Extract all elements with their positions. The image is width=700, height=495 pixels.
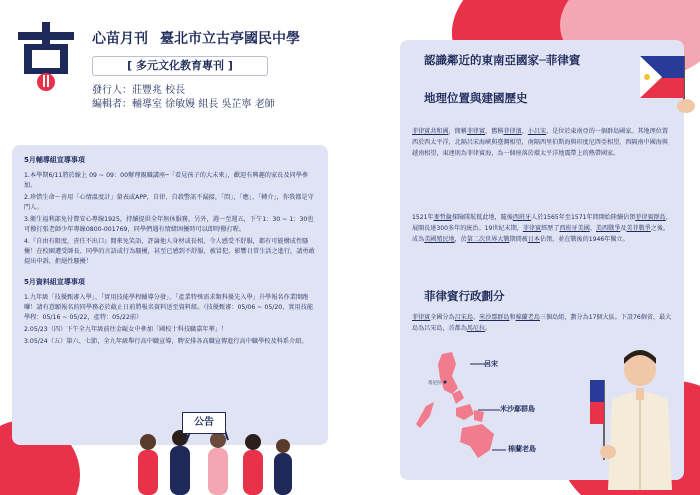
- underlined-term: 菲律賓群島: [635, 214, 666, 221]
- paragraph-text: 佔領，並在戰後的1946年獨立。: [539, 236, 629, 243]
- map-pointer: [492, 448, 506, 452]
- underlined-term: 米沙鄢群島: [479, 314, 510, 321]
- underlined-term: 麥哲倫: [433, 214, 452, 221]
- underlined-term: 菲律賓共和國: [412, 128, 449, 135]
- paragraph-text: 之後，成為: [412, 225, 670, 243]
- history-paragraph: [412, 212, 674, 245]
- divisions-paragraph: [412, 312, 674, 334]
- section-title-guidance: 5月輔導組宣導事項: [24, 156, 85, 164]
- list-item: 4.『自由有限度，責任不出口』閒來免笑語，評論他人身材或長相，令人感受不舒服，都有可能構成性騷擾！在校園遭受師長、同學的言語或行為騷擾，甚至已感到不舒服、被冒犯、影響日常生活之進行，請勇敢提出申訴，拒絕性騷擾！: [24, 238, 315, 265]
- publication-name: 心苗月刊: [92, 31, 148, 47]
- paragraph-text: 人於1565年至1571年間開始陸續佔領: [531, 214, 636, 221]
- list-item: 3.05/24（五）第六、七節，全九年級舉行高中職宣導，聘安排各高職宣傳進行高中職學校及科系介紹。: [24, 338, 308, 345]
- info-list: [24, 293, 316, 347]
- paragraph-text: 、: [589, 225, 596, 232]
- list-item: 1.本學期6/11將於線上 09 ~ 09：00辦理親職講座─「看見孩子的大未來」，歡迎有興趣的家長及同學參加。: [24, 172, 309, 189]
- underlined-term: 菲律賓: [412, 314, 431, 321]
- paragraph-text: 全國分為: [430, 314, 455, 321]
- paragraph-text: 和: [509, 314, 516, 321]
- paragraph-text: 、: [521, 128, 528, 135]
- paragraph-text: 經歷了: [541, 225, 560, 232]
- underlined-term: 菲律賓: [466, 128, 486, 135]
- school-name: 臺北市立古亭國民中學: [160, 31, 300, 47]
- underlined-term: 菲律賓: [522, 225, 542, 232]
- map-label-manila: 馬尼拉: [428, 381, 442, 386]
- paragraph-text: 1521年: [412, 214, 434, 221]
- publisher-line: 發行人：莊豐兆 校長: [92, 85, 186, 96]
- map-label-luzon: 呂宋: [484, 360, 498, 368]
- map-pointer: [478, 408, 500, 412]
- section-title-info: 5月資料組宣導事項: [24, 278, 85, 286]
- paragraph-text: 、: [472, 314, 480, 321]
- map-label-mindanao: 棉蘭老島: [508, 445, 536, 453]
- underlined-term: 小呂宋: [527, 128, 547, 135]
- man-with-flag-illustration: [590, 340, 690, 490]
- underlined-term: 美西戰爭: [595, 225, 621, 232]
- paragraph-text: ，展開長達300多年的統治。19世紀末期，: [412, 214, 672, 232]
- issue-title: [ 多元文化教育專刊 ]: [92, 56, 268, 76]
- list-item: 3.衛生福利部免付費安心專線1925，持續提供全年無休服務，另外，週一至週五，下午1：30 ~ 1：30也可撥打張老師少年專線0800-001769，同學們遇有情緒困擾時可以即時撥打喔。: [24, 216, 314, 233]
- masthead: [92, 28, 300, 48]
- underlined-term: 美菲戰爭: [626, 225, 651, 232]
- underlined-term: 日本: [527, 236, 540, 243]
- guidance-list: [24, 171, 316, 267]
- underlined-term: 西班牙美國: [559, 225, 590, 232]
- map-label-visayas: 米沙鄢群島: [500, 405, 535, 413]
- school-logo-icon: [12, 20, 80, 92]
- announcement-panel: [12, 145, 328, 445]
- article-title: 認識鄰近的東南亞國家─菲律賓: [424, 53, 581, 67]
- paragraph-text: ，簡稱: [448, 128, 467, 135]
- geography-paragraph: [412, 126, 674, 159]
- paragraph-text: ，於: [454, 236, 467, 243]
- paragraph-text: 。: [485, 325, 492, 332]
- list-item: 1.九年級「技優甄審入學」、「實用技能學程輔導分發」、「產業特殊需求類科優先入學」升學報名作業開跑囉！請有意願報名的同學務必於截止日前將報名資料送至資料組。（技優甄審：05/06 ~ 05/20、實用技能學程：05/16 ~ 05/22，產特：05/22前）: [24, 294, 314, 321]
- list-item: 2.珍惜生命～善用「心情溫度計」量表或APP，自律、自殺警訊不漏接，「問」、「應」、「轉介」，你我都是守門人。: [24, 194, 314, 211]
- paragraph-text: ，舊稱: [485, 128, 504, 135]
- notice-sign: 公告: [182, 412, 226, 434]
- paragraph-text: 探險隊航抵此地，隨後: [451, 214, 513, 221]
- editors-line: 編輯者：輔導室 徐敏嫚 組長 吳芷寧 老師: [92, 99, 275, 110]
- underlined-term: 菲律濱: [503, 128, 522, 135]
- paragraph-text: 三個島組，劃分為17個大區。下設76個省，最大島為呂宋島，首都為: [412, 314, 672, 332]
- paragraph-text: ，是位於東南亞的一個群島國家。其地理位置西於西太平洋，北隔呂宋海峽與臺灣相望，南隔西里伯斯海與印度尼西亞相望，西隔南中國海與越南相望，東連則為菲律賓海，為一個座落於環太平洋地震帶上的熱帶國家。: [412, 128, 668, 157]
- underlined-term: 馬尼拉: [466, 325, 486, 332]
- underlined-term: 西班牙: [512, 214, 532, 221]
- section-heading-geography: 地理位置與建國歷史: [424, 91, 528, 105]
- paragraph-text: 及: [620, 225, 627, 232]
- underlined-term: 呂宋島: [454, 314, 473, 321]
- underlined-term: 美國殖民地: [424, 236, 455, 243]
- paragraph-text: 期間被: [509, 236, 528, 243]
- underlined-term: 棉蘭老島: [515, 314, 540, 321]
- publisher-info: [92, 84, 275, 112]
- underlined-term: 第二次世界大戰: [466, 236, 510, 243]
- section-heading-divisions: 菲律賓行政劃分: [424, 289, 505, 303]
- list-item: 2.05/23（四）下午全九年級前往金甌女中參加「國校十科技職嘉年華」！: [24, 326, 228, 333]
- philippine-flag-icon: [634, 48, 696, 118]
